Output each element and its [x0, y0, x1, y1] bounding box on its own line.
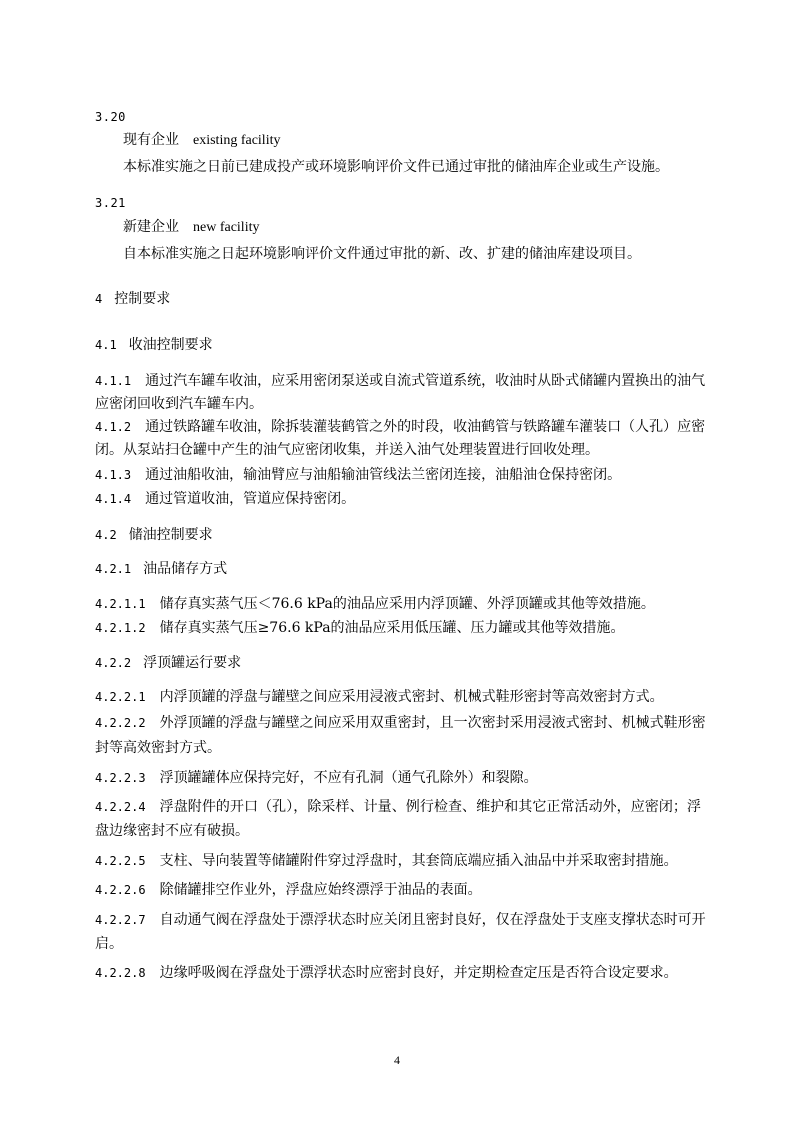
- clause-4-2-2-6: 4.2.2.6 除储罐排空作业外，浮盘应始终漂浮于油品的表面。: [95, 882, 482, 898]
- term-3-21-definition: 自本标准实施之日起环境影响评价文件通过审批的新、改、扩建的储油库建设项目。: [123, 246, 641, 262]
- page-number: 4: [394, 1053, 400, 1067]
- term-3-20-title: [123, 131, 280, 150]
- clause-4-2-1-2: 4.2.1.2 储存真实蒸气压≥76.6 kPa的油品应采用低压罐、压力罐或其他等效措施。: [95, 620, 625, 636]
- term-3-21-zh: 新建企业: [123, 219, 179, 235]
- clause-4-2-2-7-cont: 启。: [95, 936, 123, 952]
- term-3-21-title: [123, 218, 259, 237]
- clause-4-2-1-1: 4.2.1.1 储存真实蒸气压＜76.6 kPa的油品应采用内浮顶罐、外浮顶罐或其他等效措施。: [95, 596, 655, 612]
- term-3-21-en: new facility: [193, 220, 260, 235]
- clause-4-2-2-7: 4.2.2.7 自动通气阀在浮盘处于漂浮状态时应关闭且密封良好，仅在浮盘处于支座支撑状态时可开: [95, 912, 706, 928]
- term-3-20-en: existing facility: [193, 133, 281, 148]
- section-4-2-heading: 4.2 储油控制要求: [95, 527, 213, 543]
- term-3-21-number: 3.21: [95, 196, 126, 210]
- term-3-20-definition: 本标准实施之日前已建成投产或环境影响评价文件已通过审批的储油库企业或生产设施。: [123, 159, 669, 175]
- clause-4-2-2-1: 4.2.2.1 内浮顶罐的浮盘与罐壁之间应采用浸液式密封、机械式鞋形密封等高效密封方式。: [95, 689, 664, 705]
- section-4-2-2-heading: 4.2.2 浮顶罐运行要求: [95, 655, 242, 671]
- clause-4-2-2-2-cont: 封等高效密封方式。: [95, 740, 221, 756]
- clause-4-1-2: 4.1.2 通过铁路罐车收油，除拆装灌装鹤管之外的时段，收油鹤管与铁路罐车灌装口（人孔）应密: [95, 419, 706, 435]
- clause-4-2-2-3: 4.2.2.3 浮顶罐罐体应保持完好，不应有孔洞（通气孔除外）和裂隙。: [95, 770, 538, 786]
- clause-4-2-2-4: 4.2.2.4 浮盘附件的开口（孔），除采样、计量、例行检查、维护和其它正常活动外，应密闭；浮: [95, 799, 701, 815]
- clause-4-1-1: 4.1.1 通过汽车罐车收油，应采用密闭泵送或自流式管道系统，收油时从卧式储罐内置换出的油气: [95, 373, 706, 389]
- clause-4-2-2-2: 4.2.2.2 外浮顶罐的浮盘与罐壁之间应采用双重密封，且一次密封采用浸液式密封、机械式鞋形密: [95, 715, 706, 731]
- section-4-2-1-heading: 4.2.1 油品储存方式: [95, 561, 228, 577]
- clause-4-1-3: 4.1.3 通过油船收油，输油臂应与油船输油管线法兰密闭连接，油船油仓保持密闭。: [95, 467, 622, 483]
- clause-4-2-2-8: 4.2.2.8 边缘呼吸阀在浮盘处于漂浮状态时应密封良好，并定期检查定压是否符合设定要求。: [95, 965, 678, 981]
- clause-4-2-2-5: 4.2.2.5 支柱、导向装置等储罐附件穿过浮盘时，其套筒底端应插入油品中并采取密封措施。: [95, 853, 678, 869]
- term-3-20-zh: 现有企业: [123, 132, 179, 148]
- clause-4-1-2-cont: 闭。从泵站扫仓罐中产生的油气应密闭收集，并送入油气处理装置进行回收处理。: [95, 442, 599, 458]
- section-4-1-heading: 4.1 收油控制要求: [95, 337, 213, 353]
- clause-4-1-4: 4.1.4 通过管道收油，管道应保持密闭。: [95, 491, 356, 507]
- clause-4-2-2-4-cont: 盘边缘密封不应有破损。: [95, 823, 249, 839]
- term-3-20-number: 3.20: [95, 110, 126, 124]
- clause-4-1-1-cont: 应密闭回收到汽车罐车内。: [95, 396, 263, 412]
- section-4-heading: 4 控制要求: [95, 291, 171, 307]
